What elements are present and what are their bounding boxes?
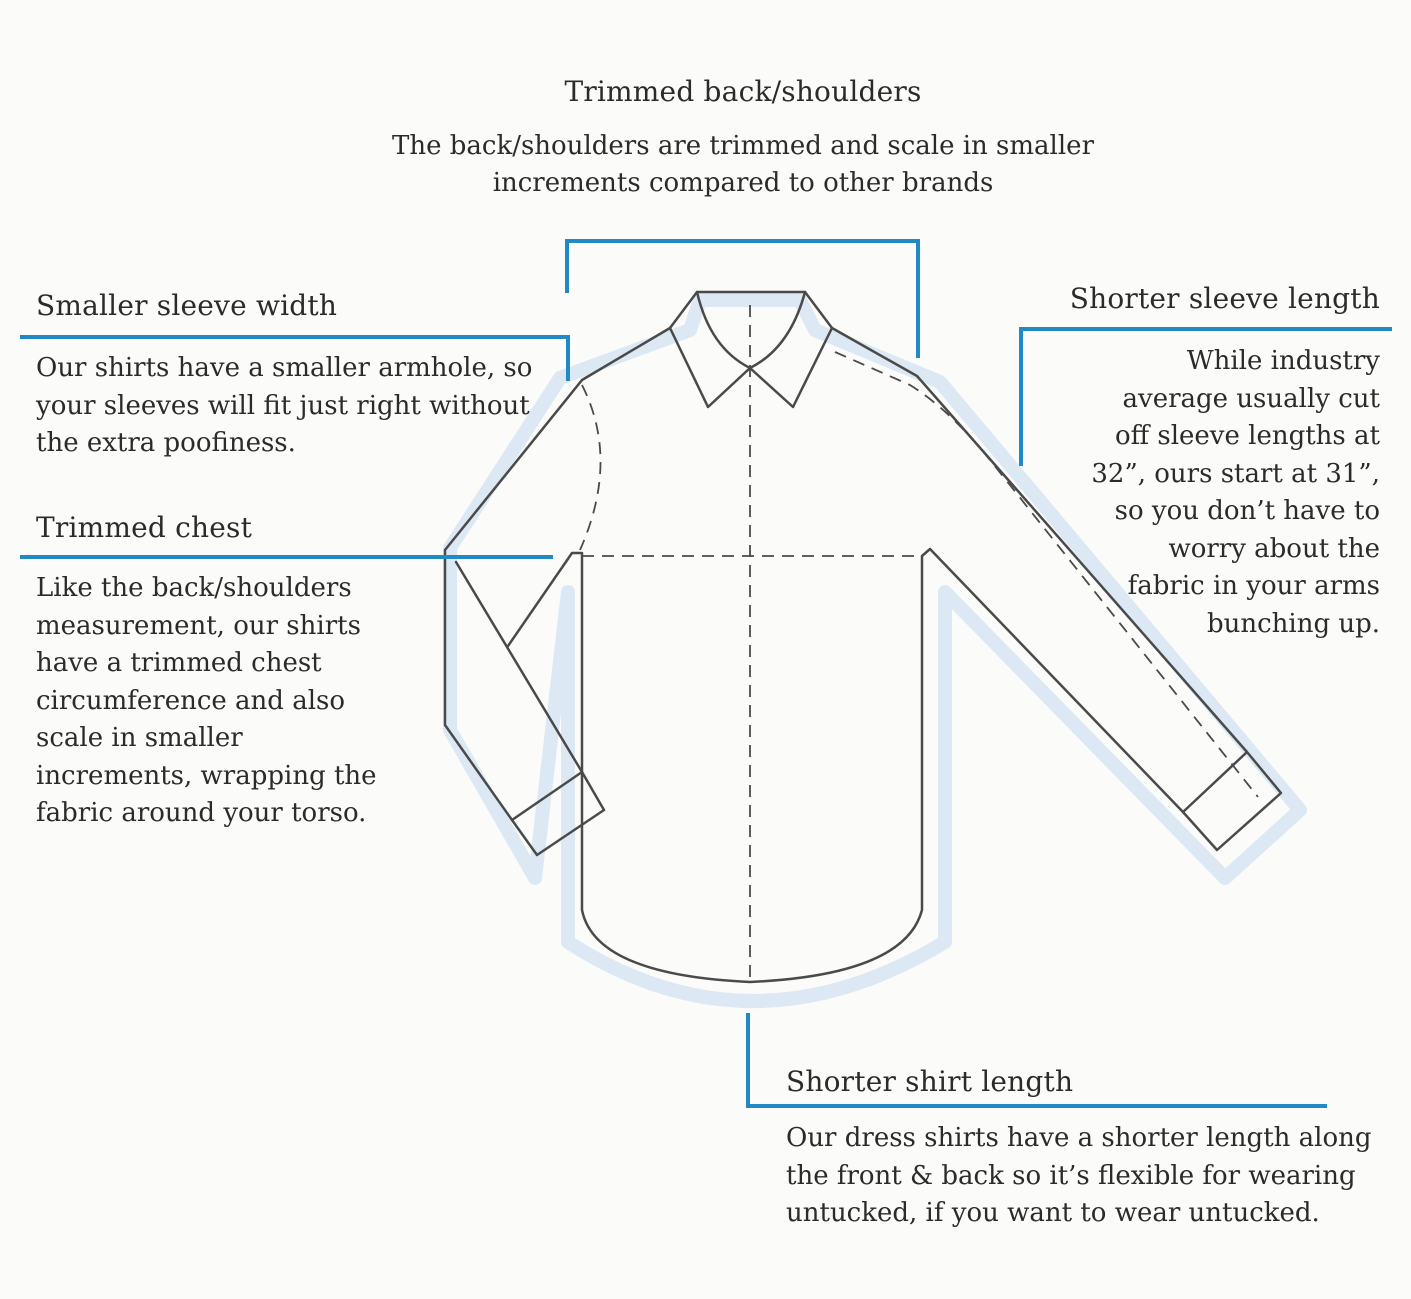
callout-shirt-length bbox=[786, 1064, 1386, 1233]
callout-heading: Trimmed back/shoulders bbox=[564, 75, 922, 108]
callout-body: Our dress shirts have a shorter length along the front & back so it’s flexible for wearing untucked, if you want to wear untucked. bbox=[786, 1123, 1372, 1228]
callout-body: Like the back/shoulders measurement, our shirts have a trimmed chest circumference and also scale in smaller increments, wrapping the fabric around your torso. bbox=[36, 573, 377, 828]
callout-sleeve-length bbox=[1060, 281, 1380, 643]
callout-back-shoulders bbox=[380, 74, 1106, 202]
callout-body: While industry average usually cut off sleeve lengths at 32”, ours start at 31”, so you don’t have to worry about the fabric in your arms bunching up. bbox=[1091, 346, 1380, 639]
callout-heading: Smaller sleeve width bbox=[36, 289, 338, 322]
callout-heading: Trimmed chest bbox=[36, 511, 253, 544]
callout-body: Our shirts have a smaller armhole, so your sleeves will fit just right without the extra poofiness. bbox=[36, 353, 533, 458]
callout-sleeve-width bbox=[36, 288, 536, 463]
callout-chest bbox=[36, 510, 436, 833]
callout-heading: Shorter shirt length bbox=[786, 1065, 1074, 1098]
callout-body: The back/shoulders are trimmed and scale in smaller increments compared to other brands bbox=[392, 131, 1094, 198]
callout-heading: Shorter sleeve length bbox=[1069, 282, 1380, 315]
